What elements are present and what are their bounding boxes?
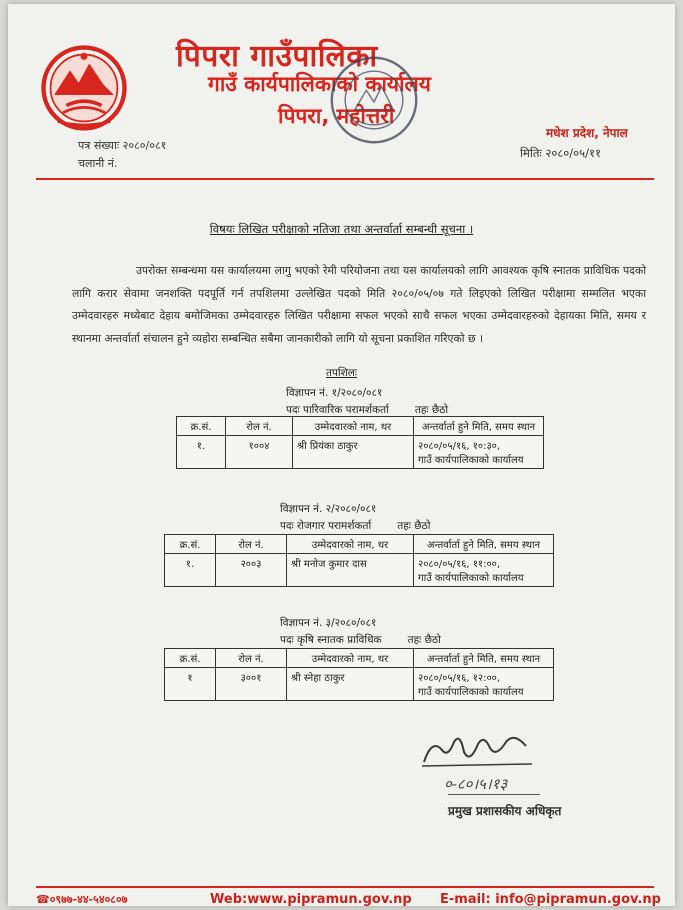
- body-paragraph: उपरोक्त सम्बन्धमा यस कार्यालयमा लागु भएको रेमी परियोजना तथा यस कार्यालयको लागि आवश्यक कृषि स्नातक प्राविधिक पदको लागि करार सेवामा जनशक्ति पदपूर्ति गर्न तपशिलमा उल्लेखित पदको मिति २०८०/०५/०७ गते लिइएको लिखित परीक्षामा सम्मलित भएका उम्मेदवारहरु मध्येबाट देहाय बमोजिमका उम्मेदवारहरु लिखित परीक्षामा सफल भएको साथै सफल भएका उम्मेदवारहरुको देहायका मिति, समय र स्थानमा अन्तर्वार्ता संचालन हुने व्यहोरा सम्बन्धित सबैमा जानकारीको लागि यो सूचना प्रकाशित गरिएको छ ।: [72, 264, 646, 345]
- dispatch-number: चलानी नं.: [78, 157, 118, 170]
- nepal-emblem-icon: [40, 44, 128, 132]
- reference-number: पत्र संख्याः २०८०/०८१: [78, 139, 167, 152]
- col-name: उम्मेदवारको नाम, थर: [287, 535, 414, 554]
- letter-date: मितिः २०८०/०५/११: [520, 146, 601, 160]
- interview-time: २०८०/०५/१६, १२:००,: [418, 673, 501, 684]
- interview-place: गाउँ कार्यपालिकाको कार्यालय: [418, 687, 524, 698]
- details-label-text: तपशिलः: [325, 367, 358, 379]
- notice-number: विज्ञापन नं. १/२०८०/०८१: [286, 387, 383, 399]
- subject-text: विषयः लिखित परीक्षाको नतिजा तथा अन्तर्वार्ता सम्बन्धी सूचना ।: [209, 222, 474, 236]
- office-stamp-icon: [326, 52, 422, 148]
- cell-roll: २००३: [216, 554, 287, 587]
- cell-sn: १: [165, 668, 216, 701]
- col-sn: क्र.सं.: [177, 417, 226, 436]
- col-roll: रोल नं.: [216, 649, 287, 668]
- col-name: उम्मेदवारको नाम, थर: [293, 417, 414, 436]
- cell-sn: १.: [177, 436, 226, 469]
- post-line: [280, 519, 430, 533]
- footer-phone: ☎०९७७-४४-५४०८०७: [36, 893, 128, 906]
- table-header-row: [165, 649, 554, 668]
- col-name: उम्मेदवारको नाम, थर: [287, 649, 414, 668]
- signature-rule: [448, 794, 540, 795]
- cell-interview: [414, 436, 544, 469]
- col-sn: क्र.सं.: [165, 535, 216, 554]
- notice-number: विज्ञापन नं. २/२०८०/०८१: [280, 503, 377, 515]
- letter-page: [8, 4, 675, 906]
- post-name: पदः पारिवारिक परामर्शकर्ता: [286, 404, 389, 416]
- post-level: तहः छैठो: [414, 404, 449, 416]
- post-line: [286, 403, 448, 417]
- candidate-table: [164, 648, 554, 701]
- cell-name: श्री मनोज कुमार दास: [287, 554, 414, 587]
- footer-website[interactable]: Web:www.pipramun.gov.np: [210, 892, 412, 907]
- office-place: पिपरा, महोत्तरी: [278, 104, 395, 128]
- signature-date: ०-८०।५।१३: [444, 775, 508, 793]
- table-row: [177, 436, 544, 469]
- table-header-row: [177, 417, 544, 436]
- signatory-title: प्रमुख प्रशासकीय अधिकृत: [448, 804, 562, 818]
- handwritten-signature: [418, 728, 538, 772]
- cell-roll: १००४: [226, 436, 293, 469]
- col-roll: रोल नं.: [226, 417, 293, 436]
- org-name: पिपरा गाउँपालिका: [176, 39, 378, 74]
- header-divider: [36, 178, 654, 180]
- footer-divider: [36, 886, 654, 888]
- interview-time: २०८०/०५/१६, १०:३०,: [418, 441, 501, 452]
- office-line: गाउँ कार्यपालिकाको कार्यालय: [208, 72, 431, 96]
- post-name: पदः कृषि स्नातक प्राविधिक: [280, 634, 382, 646]
- candidate-table: [164, 534, 554, 587]
- post-name: पदः रोजगार परामर्शकर्ता: [280, 520, 372, 532]
- interview-place: गाउँ कार्यपालिकाको कार्यालय: [418, 573, 524, 584]
- cell-roll: ३००१: [216, 668, 287, 701]
- table-row: [165, 554, 554, 587]
- cell-name: श्री प्रियंका ठाकुर: [293, 436, 414, 469]
- cell-name: श्री स्नेहा ठाकुर: [287, 668, 414, 701]
- post-level: तहः छैठो: [407, 634, 441, 646]
- interview-time: २०८०/०५/१६, ११:००,: [418, 559, 501, 570]
- cell-interview: [414, 668, 554, 701]
- table-header-row: [165, 535, 554, 554]
- cell-interview: [414, 554, 554, 587]
- post-line: [280, 633, 441, 647]
- post-level: तहः छैठो: [397, 520, 431, 532]
- table-row: [165, 668, 554, 701]
- col-roll: रोल नं.: [216, 535, 287, 554]
- col-interview: अन्तर्वार्ता हुने मिति, समय स्थान: [414, 535, 554, 554]
- candidate-table: [176, 416, 544, 469]
- cell-sn: १.: [165, 554, 216, 587]
- interview-place: गाउँ कार्यपालिकाको कार्यालय: [418, 455, 524, 466]
- col-sn: क्र.सं.: [165, 649, 216, 668]
- col-interview: अन्तर्वार्ता हुने मिति, समय स्थान: [414, 417, 544, 436]
- province-line: मधेश प्रदेश, नेपाल: [546, 126, 628, 140]
- details-label: [8, 366, 675, 380]
- footer-email[interactable]: E-mail: info@pipramun.gov.np: [440, 892, 661, 907]
- col-interview: अन्तर्वार्ता हुने मिति, समय स्थान: [414, 649, 554, 668]
- subject-line: [8, 222, 675, 237]
- notice-number: विज्ञापन नं. ३/२०८०/०८१: [280, 617, 377, 629]
